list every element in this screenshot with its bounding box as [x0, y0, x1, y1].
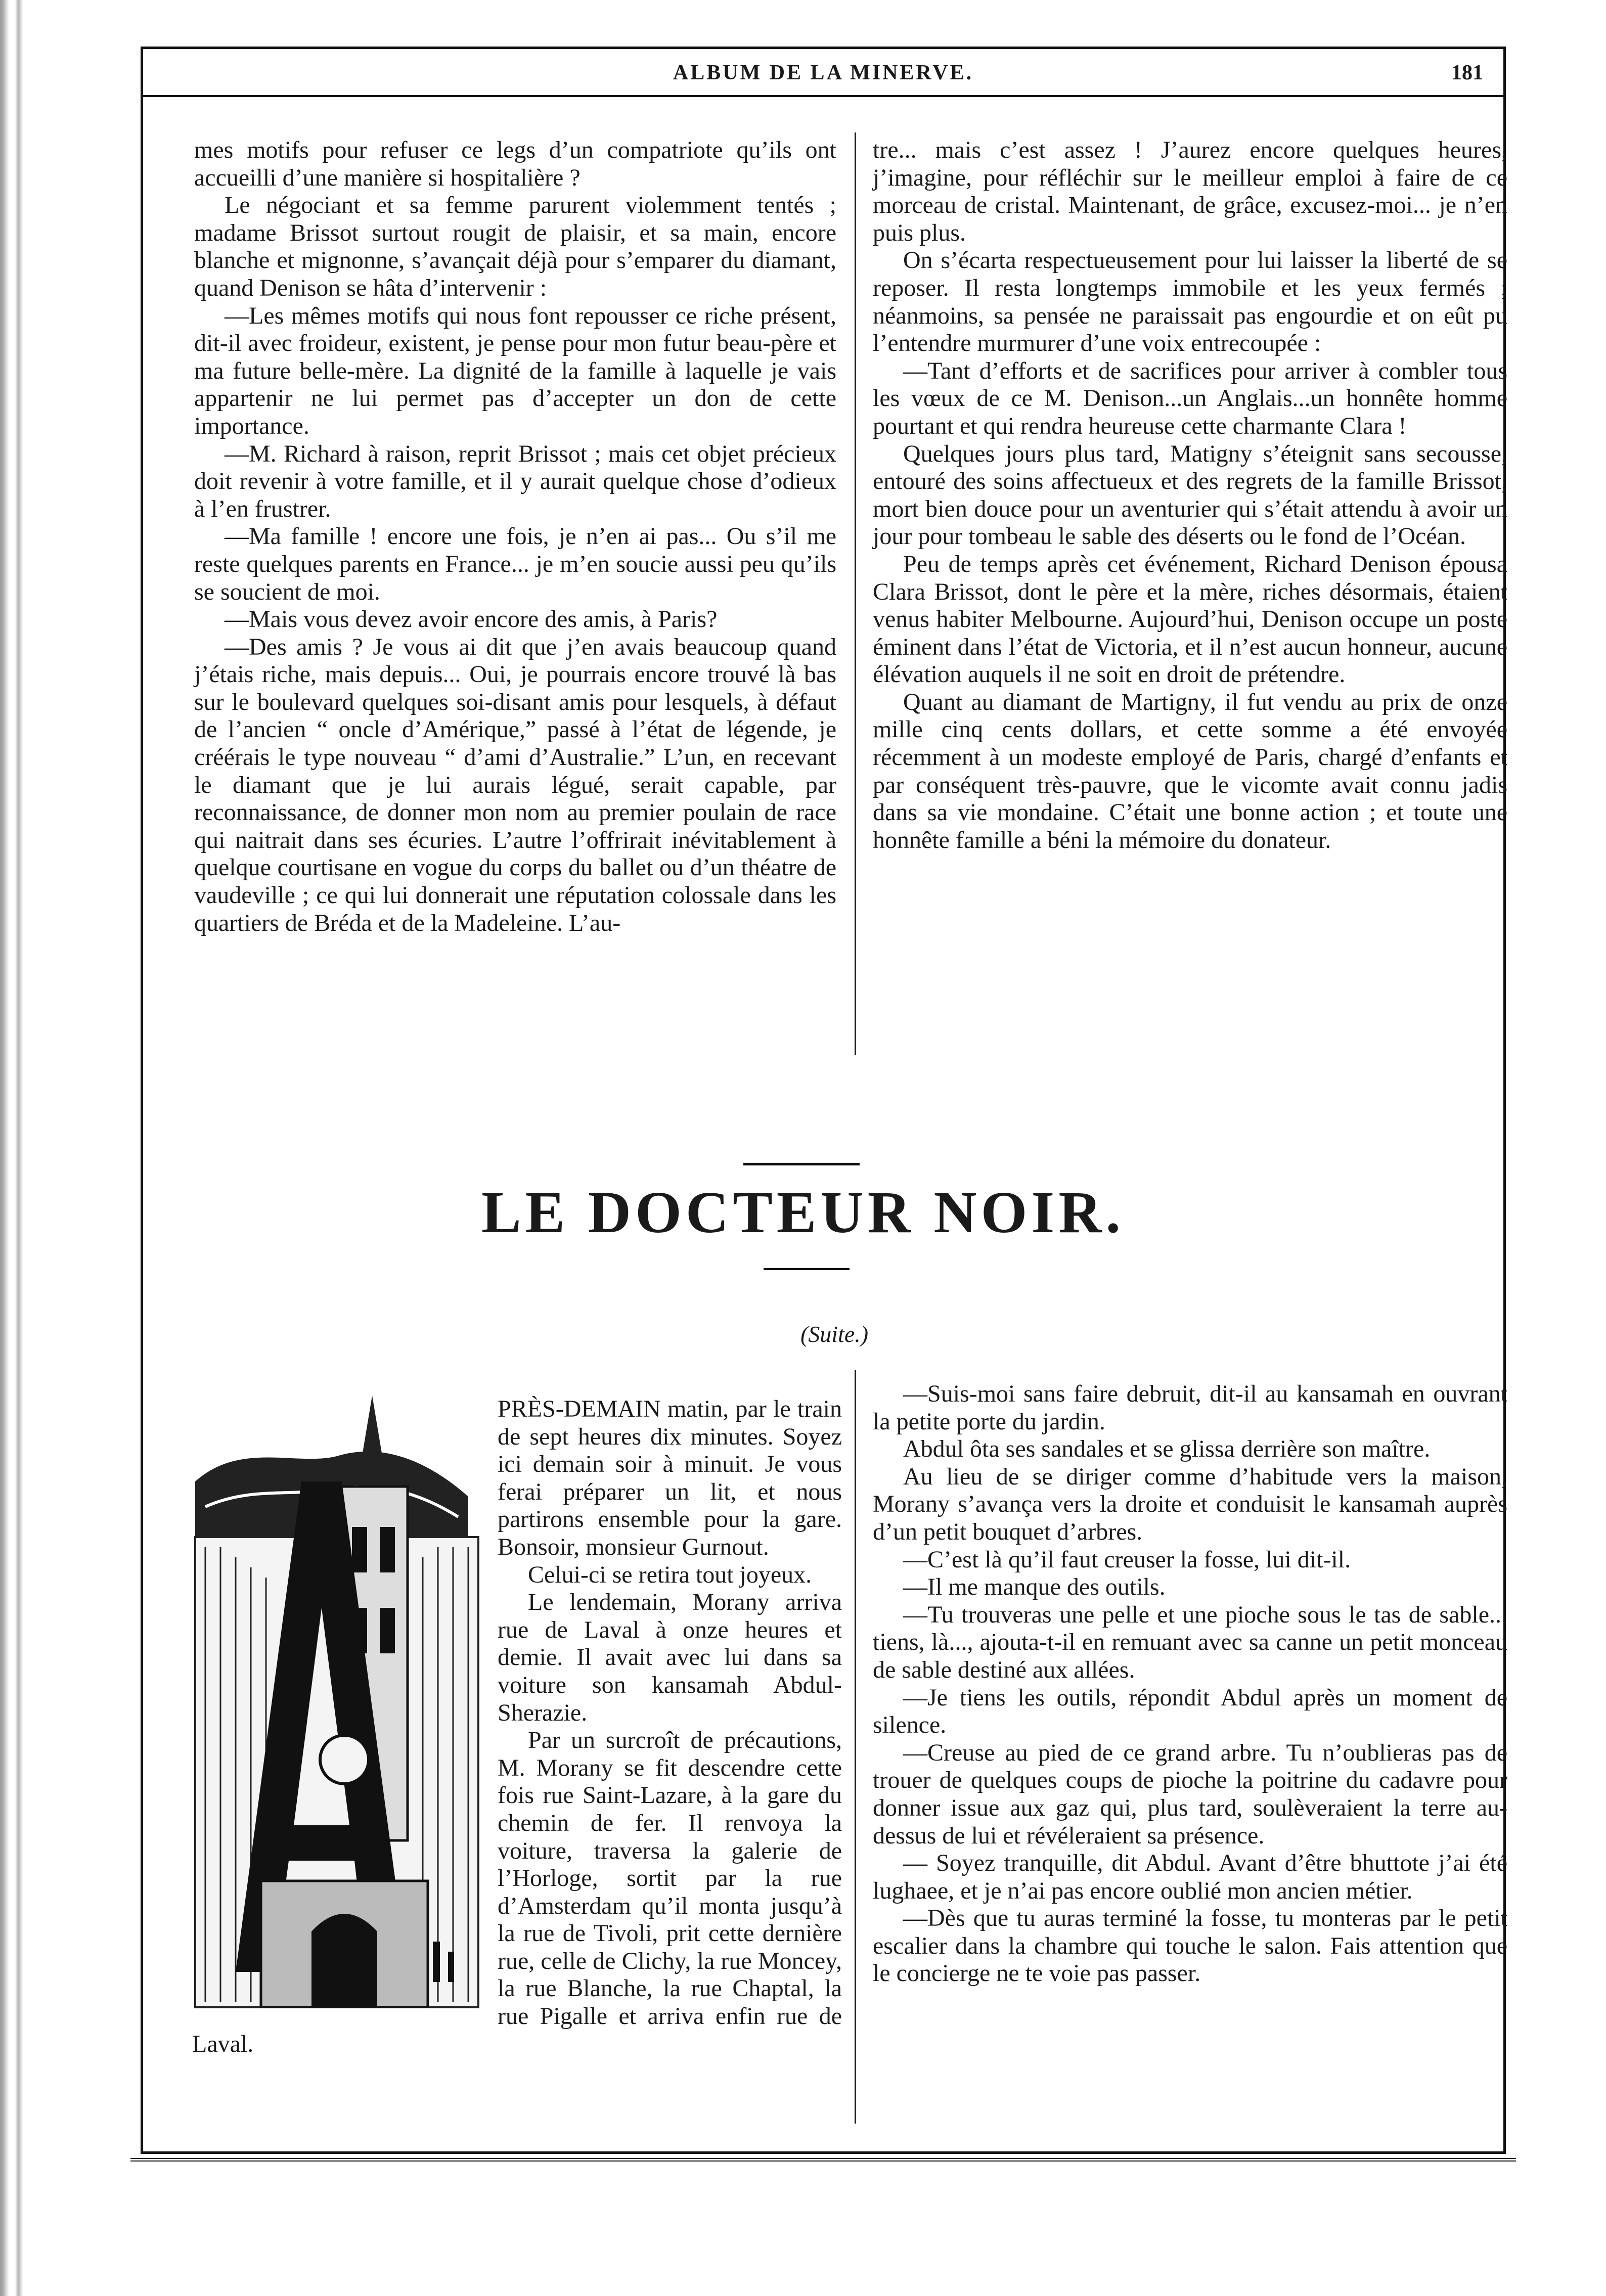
dropcap-illustration	[185, 1395, 488, 2008]
column-top-right	[873, 137, 1507, 854]
paragraph: On s’écarta respectueusement pour lui laisser la liberté de se reposer. Il resta longtemps immobile et les yeux fermés ; néanmoins, sa pensée ne paraissait pas engourdie et on eût pu l’entendre murmurer d’une voix entrecoupée :	[873, 247, 1507, 357]
paragraph: —Creuse au pied de ce grand arbre. Tu n’oublieras pas de trouer de quelques coups de pioche la poitrine du cadavre pour donner issue aux gaz qui, plus tard, soulèveraient la terre au-dessus de lui et révéleraient sa présence.	[873, 1739, 1507, 1849]
lead-word: PRÈS-DEMAIN	[498, 1395, 661, 1422]
paragraph: —Suis-moi sans faire debruit, dit-il au kansamah en ouvrant la petite porte du jardin.	[873, 1380, 1507, 1435]
paragraph: — Soyez tranquille, dit Abdul. Avant d’être bhuttote j’ai été lughaee, et je n’ai pas encore oublié mon ancien métier.	[873, 1850, 1507, 1904]
paragraph: Par un surcroît de précautions, M. Morany se fit descendre cette fois rue Saint-Lazare, à la gare du chemin de fer. Il renvoya la voiture, traversa la galerie de l’Horloge, sortit par la rue d’Amsterdam qu’il monta jusqu’à la rue de Tivoli, prit cette dernière rue, celle de Clichy, la rue Moncey, la rue Blanche, la rue Chaptal, la rue Pigalle et arriva enfin rue de Laval.	[192, 1727, 842, 2057]
paragraph: tre... mais c’est assez ! J’aurez encore quelques heures, j’imagine, pour réfléchir sur le meilleur emploi à faire de ce morceau de cristal. Maintenant, de grâce, excusez-moi... je n’en puis plus.	[873, 137, 1507, 246]
column-bottom-right	[873, 1380, 1507, 1988]
page-number: 181	[1451, 61, 1483, 84]
paragraph: mes motifs pour refuser ce legs d’un compatriote qu’ils ont accueilli d’une manière si hospitalière ?	[194, 137, 836, 191]
column-divider-top	[855, 132, 856, 1055]
paragraph: Quant au diamant de Martigny, il fut vendu au prix de onze mille cinq cents dollars, et cette somme a été envoyée récemment à un modeste employé de Paris, chargé d’enfants et par conséquent très-pauvre, que le vicomte avait connu jadis dans sa vie mondaine. C’était une bonne action ; et toute une honnête famille a béni la mémoire du donateur.	[873, 688, 1507, 853]
paragraph: —Mais vous devez avoir encore des amis, à Paris?	[225, 606, 718, 633]
column-top-left	[194, 137, 836, 937]
title-rule-bottom	[764, 1268, 850, 1270]
article-subtitle: (Suite.)	[800, 1321, 869, 1347]
paragraph: —M. Richard à raison, reprit Brissot ; mais cet objet précieux doit revenir à votre famille, et il y aurait quelque chose d’odieux à l’en frustrer.	[194, 440, 836, 522]
paragraph: —Les mêmes motifs qui nous font repousser ce riche présent, dit-il avec froideur, existent, je pense pour mon futur beau-père et ma future belle-mère. La dignité de la famille à laquelle je vais appartenir ne lui permet pas d’accepter un don de cette importance.	[194, 302, 836, 439]
paragraph: —Je tiens les outils, répondit Abdul après un moment de silence.	[873, 1684, 1507, 1739]
article-title: LE DOCTEUR NOIR.	[481, 1179, 1125, 1245]
paragraph: —Des amis ? Je vous ai dit que j’en avais beaucoup quand j’étais riche, mais depuis... Oui, je pourrais encore trouvé là bas sur le boulevard quelques soi-disant amis pour lesquels, à défaut de l’ancien “ oncle d’Amérique,” passé à l’état de légende, je créérais le type nouveau “ d’ami d’Australie.” L’un, en recevant le diamant que je lui aurais légué, serait capable, par reconnaissance, de donner mon nom au premier poulain de race qui naitrait dans ses écuries. L’autre l’offrirait inévitablement à quelque courtisane en vogue du corps du ballet ou d’un théatre de vaudeville ; ce qui lui donnerait une réputation colossale dans les quartiers de Bréda et de la Madeleine. L’au-	[194, 633, 836, 936]
paragraph-text: matin, par le train de sept heures dix minutes. Soyez ici demain soir à minuit. Je vous ferai préparer un lit, et nous partirons ensemble pour la gare. Bonsoir, monsieur Gurnout.	[498, 1395, 842, 1560]
title-rule-top	[743, 1163, 860, 1165]
paragraph: —Tant d’efforts et de sacrifices pour arriver à combler tous les vœux de ce M. Denison...un Anglais...un honnête homme pourtant et qui rendra heureuse cette charmante Clara !	[873, 357, 1507, 439]
page-bottom-rule	[130, 2158, 1516, 2162]
paragraph: Celui-ci se retira tout joyeux.	[528, 1561, 812, 1588]
paragraph: Quelques jours plus tard, Matigny s’éteignit sans secousse, entouré des soins affectueux et des regrets de la famille Brissot, mort bien douce pour un aventurier qui s’était attendu à avoir un jour pour tombeau le sable des déserts ou le fond de l’Océan.	[873, 440, 1507, 550]
running-title: ALBUM DE LA MINERVE.	[673, 61, 974, 84]
paragraph: Peu de temps après cet événement, Richard Denison épousa Clara Brissot, dont le père et la mère, riches désormais, étaient venus habiter Melbourne. Aujourd’hui, Denison occupe un poste éminent dans l’état de Victoria, et il n’est aucun honneur, aucune élévation auquels il ne soit en droit de prétendre.	[873, 550, 1507, 688]
paragraph: —Ma famille ! encore une fois, je n’en ai pas... Ou s’il me reste quelques parents en France... je m’en soucie aussi peu qu’ils se soucient de moi.	[194, 523, 836, 605]
paragraph: —Dès que tu auras terminé la fosse, tu monteras par le petit escalier dans la chambre qui touche le salon. Fais attention que le concierge ne te voie pas passer.	[873, 1905, 1507, 1987]
paragraph: Au lieu de se diriger comme d’habitude vers la maison, Morany s’avança vers la droite et conduisit le kansamah auprès d’un petit bouquet d’arbres.	[873, 1463, 1507, 1545]
column-divider-bottom	[855, 1370, 856, 2124]
page-header	[143, 50, 1503, 97]
column-bottom-left	[192, 1395, 842, 2058]
paragraph: Abdul ôta ses sandales et se glissa derrière son maître.	[903, 1435, 1431, 1463]
scan-edge-shadow	[0, 0, 28, 2296]
paragraph: —Tu trouveras une pelle et une pioche sous le tas de sable... tiens, là..., ajouta-t-il en remuant avec sa canne un petit monceau de sable destiné aux allées.	[873, 1601, 1507, 1683]
paragraph: —C’est là qu’il faut creuser la fosse, lui dit-il.	[903, 1546, 1351, 1573]
paragraph: Le négociant et sa femme parurent violemment tentés ; madame Brissot surtout rougit de plaisir, et sa main, encore blanche et mignonne, s’avançait déjà pour s’emparer du diamant, quand Denison se hâta d’intervenir :	[194, 192, 836, 301]
paragraph: Le lendemain, Morany arriva rue de Laval à onze heures et demie. Il avait avec lui dans sa voiture son kansamah Abdul-Sherazie.	[498, 1589, 842, 1726]
illustrated-initial-a-icon	[185, 1395, 488, 2008]
paragraph: —Il me manque des outils.	[903, 1573, 1166, 1601]
